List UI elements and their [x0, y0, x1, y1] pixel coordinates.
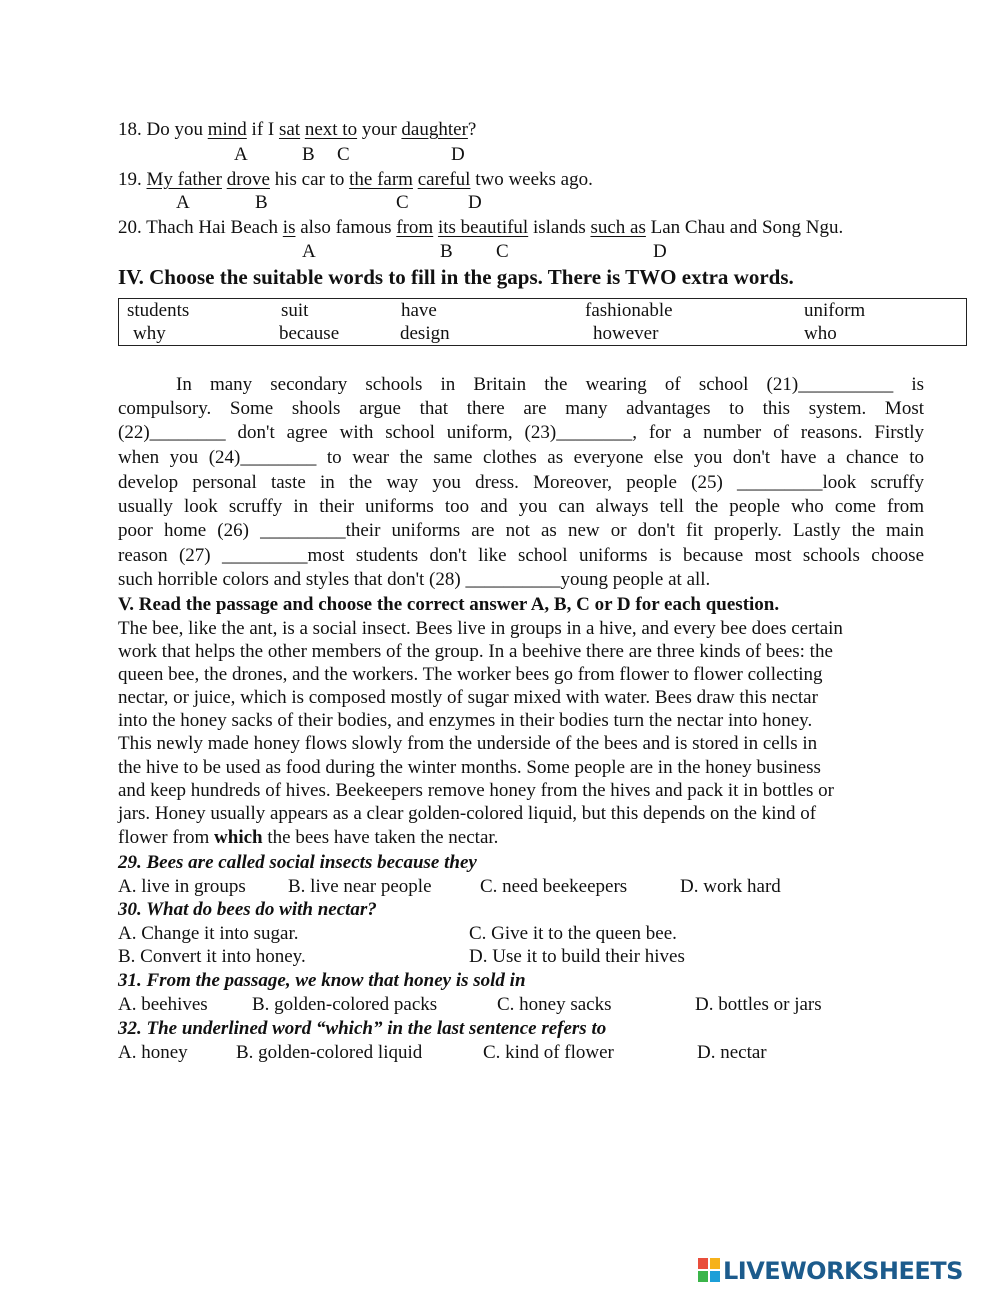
q19-label-d: D	[468, 192, 482, 213]
section-5-heading: V. Read the passage and choose the correct answer A, B, C or D for each question.	[118, 594, 780, 615]
q31-option-c[interactable]: C. honey sacks	[497, 994, 612, 1015]
q29-option-c[interactable]: C. need beekeepers	[480, 876, 628, 897]
word-bank-item: students	[127, 300, 190, 321]
question-18: 18. Do you mind if I sat next to your daughter?	[118, 119, 477, 140]
word-bank-item: why	[133, 323, 166, 344]
reading-passage-line: into the honey sacks of their bodies, and enzymes in their bodies turn the nectar into honey.	[118, 710, 813, 731]
reading-passage-line: The bee, like the ant, is a social insect. Bees live in groups in a hive, and every bee does certain	[118, 618, 843, 639]
word-bank-item: fashionable	[585, 300, 673, 321]
q18-label-a: A	[234, 144, 248, 165]
cloze-passage-line: usually look scruffy in their uniforms too and you can always tell the people who come from	[118, 496, 924, 517]
reading-passage-line: This newly made honey flows slowly from the underside of the bees and is stored in cells in	[118, 733, 818, 754]
q30-option-b[interactable]: B. Convert it into honey.	[118, 946, 306, 967]
question-29: 29. Bees are called social insects because they	[118, 852, 477, 873]
q31-option-a[interactable]: A. beehives	[118, 994, 208, 1015]
word-bank-item: design	[400, 323, 450, 344]
question-31: 31. From the passage, we know that honey is sold in	[118, 970, 526, 991]
cloze-passage-line: compulsory. Some shools argue that there are many advantages to this system. Most	[118, 398, 924, 419]
q20-label-d: D	[653, 241, 667, 262]
q31-option-d[interactable]: D. bottles or jars	[695, 994, 822, 1015]
liveworksheets-logo	[698, 1254, 993, 1288]
q18-label-b: B	[302, 144, 315, 165]
reading-passage-line: jars. Honey usually appears as a clear golden-colored liquid, but this depends on the kind of	[118, 803, 817, 824]
reading-passage-line: nectar, or juice, which is composed mostly of sugar mixed with water. Bees draw this nectar	[118, 687, 818, 708]
logo-square-green	[698, 1271, 708, 1282]
q32-option-b[interactable]: B. golden-colored liquid	[236, 1042, 423, 1063]
word-bank-item: however	[593, 323, 659, 344]
liveworksheets-logo-icon	[698, 1258, 720, 1282]
q18-label-c: C	[337, 144, 350, 165]
q20-label-c: C	[496, 241, 509, 262]
question-30: 30. What do bees do with nectar?	[118, 899, 377, 920]
logo-square-red	[698, 1258, 708, 1269]
question-20: 20. Thach Hai Beach is also famous from its beautiful islands such as Lan Chau and Song Ngu.	[118, 217, 844, 238]
logo-square-yellow	[710, 1258, 720, 1269]
q29-option-b[interactable]: B. live near people	[288, 876, 432, 897]
word-bank-item: uniform	[804, 300, 866, 321]
q19-label-a: A	[176, 192, 190, 213]
reading-passage-line: work that helps the other members of the group. In a beehive there are three kinds of bees: the	[118, 641, 833, 662]
question-32: 32. The underlined word “which” in the last sentence refers to	[118, 1018, 607, 1039]
word-bank-box	[118, 298, 967, 346]
question-19: 19. My father drove his car to the farm careful two weeks ago.	[118, 169, 593, 190]
word-bank-item: who	[804, 323, 837, 344]
section-4-heading: IV. Choose the suitable words to fill in the gaps. There is TWO extra words.	[118, 265, 794, 289]
cloze-passage-line: reason (27) _________most students don't like school uniforms is because most schools choose	[118, 545, 924, 566]
reading-passage-line: queen bee, the drones, and the workers. The worker bees go from flower to flower collecting	[118, 664, 823, 685]
q20-label-a: A	[302, 241, 316, 262]
q29-option-d[interactable]: D. work hard	[680, 876, 781, 897]
cloze-passage-line: when you (24)________ to wear the same clothes as everyone else you don't have a chance to	[118, 447, 924, 468]
q32-option-c[interactable]: C. kind of flower	[483, 1042, 614, 1063]
q19-label-b: B	[255, 192, 268, 213]
word-bank-item: suit	[281, 300, 309, 321]
q20-label-b: B	[440, 241, 453, 262]
cloze-passage-line: In many secondary schools in Britain the wearing of school (21)__________ is	[176, 374, 924, 395]
q32-option-d[interactable]: D. nectar	[697, 1042, 767, 1063]
word-bank-item: have	[401, 300, 437, 321]
q29-option-a[interactable]: A. live in groups	[118, 876, 246, 897]
liveworksheets-logo-text: LIVEWORKSHEETS	[723, 1257, 963, 1285]
q30-option-d[interactable]: D. Use it to build their hives	[469, 946, 685, 967]
q30-option-c[interactable]: C. Give it to the queen bee.	[469, 923, 677, 944]
q31-option-b[interactable]: B. golden-colored packs	[252, 994, 438, 1015]
cloze-passage-line: develop personal taste in the way you dress. Moreover, people (25) _________look scruffy	[118, 472, 924, 493]
reading-passage-line: flower from which the bees have taken the nectar.	[118, 827, 499, 848]
cloze-passage-line: such horrible colors and styles that don't (28) __________young people at all.	[118, 569, 711, 590]
reading-passage-line: and keep hundreds of hives. Beekeepers remove honey from the hives and pack it in bottles or	[118, 780, 834, 801]
q30-option-a[interactable]: A. Change it into sugar.	[118, 923, 299, 944]
q18-label-d: D	[451, 144, 465, 165]
q19-label-c: C	[396, 192, 409, 213]
logo-square-blue	[710, 1271, 720, 1282]
word-bank-item: because	[279, 323, 340, 344]
reading-passage-line: the hive to be used as food during the winter months. Some people are in the honey business	[118, 757, 821, 778]
q32-option-a[interactable]: A. honey	[118, 1042, 188, 1063]
cloze-passage-line: poor home (26) _________their uniforms are not as new or don't fit properly. Lastly the main	[118, 520, 924, 541]
cloze-passage-line: (22)________ don't agree with school uniform, (23)________, for a number of reasons. Firstly	[118, 422, 924, 443]
